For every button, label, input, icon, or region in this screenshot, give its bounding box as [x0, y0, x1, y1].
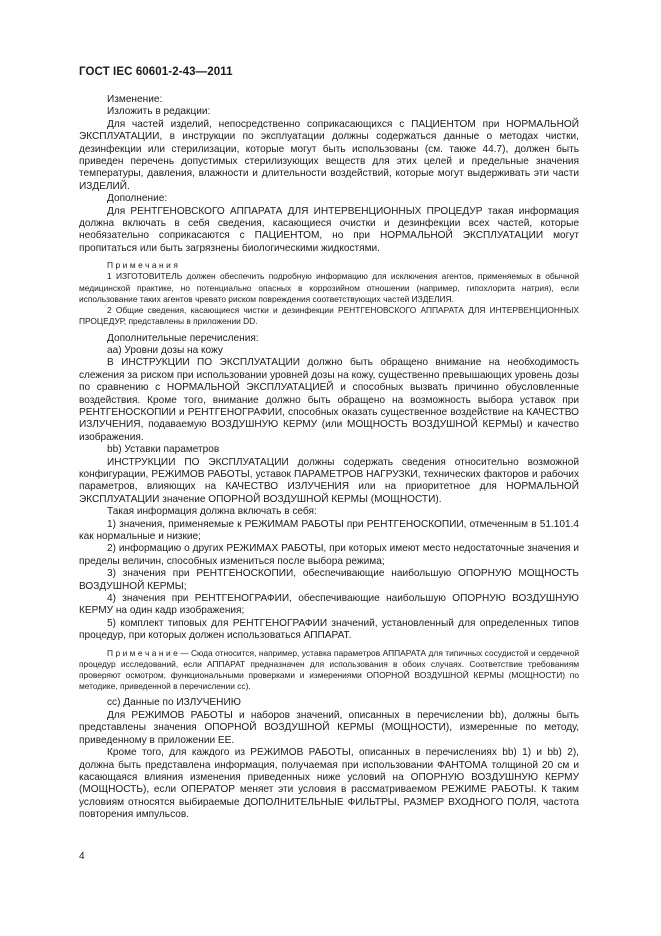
paragraph: Примечания [107, 260, 181, 271]
paragraph: Дополнительные перечисления: [107, 332, 259, 344]
paragraph: 5) комплект типовых для РЕНТГЕНОГРАФИИ значений, установленный для определенных типов процедур, при которых должен использоваться АППАРАТ. [79, 617, 579, 642]
page-header: ГОСТ IEC 60601-2-43—2011 [79, 66, 233, 78]
paragraph: П р и м е ч а н и е — Сюда относится, например, уставка параметров АППАРАТА для типичных сосудистой и сердечной процедур исследований, если АППАРАТ предназначен для использования в обоих случаях. Соответствие требованиям проверяют осмотром, функциональными проверками и измерениями ОПОРНОЙ ВОЗДУШНОЙ КЕРМЫ (МОЩНОСТИ) по методике, приведенной в перечислении сс). [79, 647, 579, 692]
paragraph: Такая информация должна включать в себя: [107, 506, 317, 518]
paragraph: Кроме того, для каждого из РЕЖИМОВ РАБОТЫ, описанных в перечислениях bb) 1) и bb) 2), должна быть представлена информация, получаемая при использовании ФАНТОМА толщиной 20 см и касающаяся влияния изменения приведенных ниже условий на ОПОРНУЮ ВОЗДУШНУЮ КЕРМУ (МОЩНОСТЬ), если ОПЕРАТОР меняет эти условия в рассматриваемом РЕЖИМЕ РАБОТЫ. К таким условиям относятся выбираемые ДОПОЛНИТЕЛЬНЫЕ ФИЛЬТРЫ, РАЗМЕР ВХОДНОГО ПОЛЯ, частота повторения импульсов. [79, 747, 579, 821]
document-body [79, 94, 579, 822]
paragraph: В ИНСТРУКЦИИ ПО ЭКСПЛУАТАЦИИ должно быть обращено внимание на необходимость слежения за риском при использовании уровней дозы на кожу, существенно превышающих уровень дозы по сравнению с НОРМАЛЬНОЙ ЭКСПЛУАТАЦИЕЙ и способных вызвать причинно обусловленные воздействия. Кроме того, внимание должно быть обращено на возможность выбора уставок при РЕНТГЕНОСКОПИИ и РЕНТГЕНОГРАФИИ, способных оказать существенное воздействие на КАЧЕСТВО ИЗЛУЧЕНИЯ, подаваемую ВОЗДУШНУЮ КЕРМУ (или МОЩНОСТЬ ВОЗДУШНОЙ КЕРМЫ) и качество изображения. [79, 357, 579, 443]
paragraph: Изменение: [107, 94, 163, 105]
paragraph: сс) Данные по ИЗЛУЧЕНИЮ [107, 697, 241, 709]
paragraph: Изложить в редакции: [107, 106, 211, 118]
paragraph: Для РЕНТГЕНОВСКОГО АППАРАТА ДЛЯ ИНТЕРВЕНЦИОННЫХ ПРОЦЕДУР такая информация должна включать в себя сведения, касающиеся очистки и дезинфекции всех частей, которые необязательно соприкасаются с ПАЦИЕНТОМ, но при НОРМАЛЬНОЙ ЭКСПЛУАТАЦИИ могут пропитаться или быть загрязнены биологическими жидкостями. [79, 205, 579, 254]
paragraph: 2) информацию о других РЕЖИМАХ РАБОТЫ, при которых имеют место недостаточные значения и пределы величин, способных измениться после выбора режима; [79, 543, 579, 567]
page-number: 4 [79, 851, 85, 862]
paragraph: Для РЕЖИМОВ РАБОТЫ и наборов значений, описанных в перечислении bb), должны быть представлены значения ОПОРНОЙ ВОЗДУШНОЙ КЕРМЫ (МОЩНОСТИ), измеренные по методу, приведенному в приложении ЕЕ. [79, 709, 579, 746]
paragraph: Для частей изделий, непосредственно соприкасающихся с ПАЦИЕНТОМ при НОРМАЛЬНОЙ ЭКСПЛУАТАЦИИ, в инструкции по эксплуатации должны содержаться данные о методах чистки, дезинфекции или стерилизации, которые могут быть использованы (см. также 44.7), должен быть приведен перечень допустимых стерилизующих веществ для этих целей и предельные значения температуры, давления, влажности и длительности воздействий, которые могут выдерживать эти части ИЗДЕЛИЙ. [79, 118, 579, 192]
paragraph: 3) значения при РЕНТГЕНОСКОПИИ, обеспечивающие наибольшую ОПОРНУЮ МОЩНОСТЬ ВОЗДУШНОЙ КЕРМЫ; [79, 568, 579, 592]
paragraph: 4) значения при РЕНТГЕНОГРАФИИ, обеспечивающие наибольшую ОПОРНУЮ ВОЗДУШНУЮ КЕРМУ на один кадр изображения; [79, 593, 579, 617]
paragraph: аа) Уровни дозы на кожу [107, 344, 223, 356]
paragraph: Дополнение: [107, 193, 168, 205]
paragraph: 1) значения, применяемые к РЕЖИМАМ РАБОТЫ при РЕНТГЕНОСКОПИИ, отмеченным в 51.101.4 как нормальные и низкие; [79, 518, 579, 542]
paragraph: bb) Уставки параметров [107, 444, 220, 456]
paragraph: 2 Общие сведения, касающиеся чистки и дезинфекции РЕНТГЕНОВСКОГО АППАРАТА ДЛЯ ИНТЕРВЕНЦИОННЫХ ПРОЦЕДУР, представлены в приложении DD. [79, 305, 579, 327]
paragraph: ИНСТРУКЦИИ ПО ЭКСПЛУАТАЦИИ должны содержать сведения относительно возможной конфигурации, РЕЖИМОВ РАБОТЫ, уставок ПАРАМЕТРОВ НАГРУЗКИ, технических факторов и рабочих параметров, влияющих на КАЧЕСТВО ИЗЛУЧЕНИЯ или на приоритетное для НОРМАЛЬНОЙ ЭКСПЛУАТАЦИИ значение ОПОРНОЙ ВОЗДУШНОЙ КЕРМЫ (МОЩНОСТИ). [79, 456, 579, 505]
paragraph: 1 ИЗГОТОВИТЕЛЬ должен обеспечить подробную информацию для исключения агентов, применяемых в обычной медицинской практике, но потенциально опасных в коррозийном отношении (например, гипохлорита натрия), если использование таких агентов чревато риском повреждения соответствующих частей ИЗДЕЛИЯ. [79, 271, 579, 304]
